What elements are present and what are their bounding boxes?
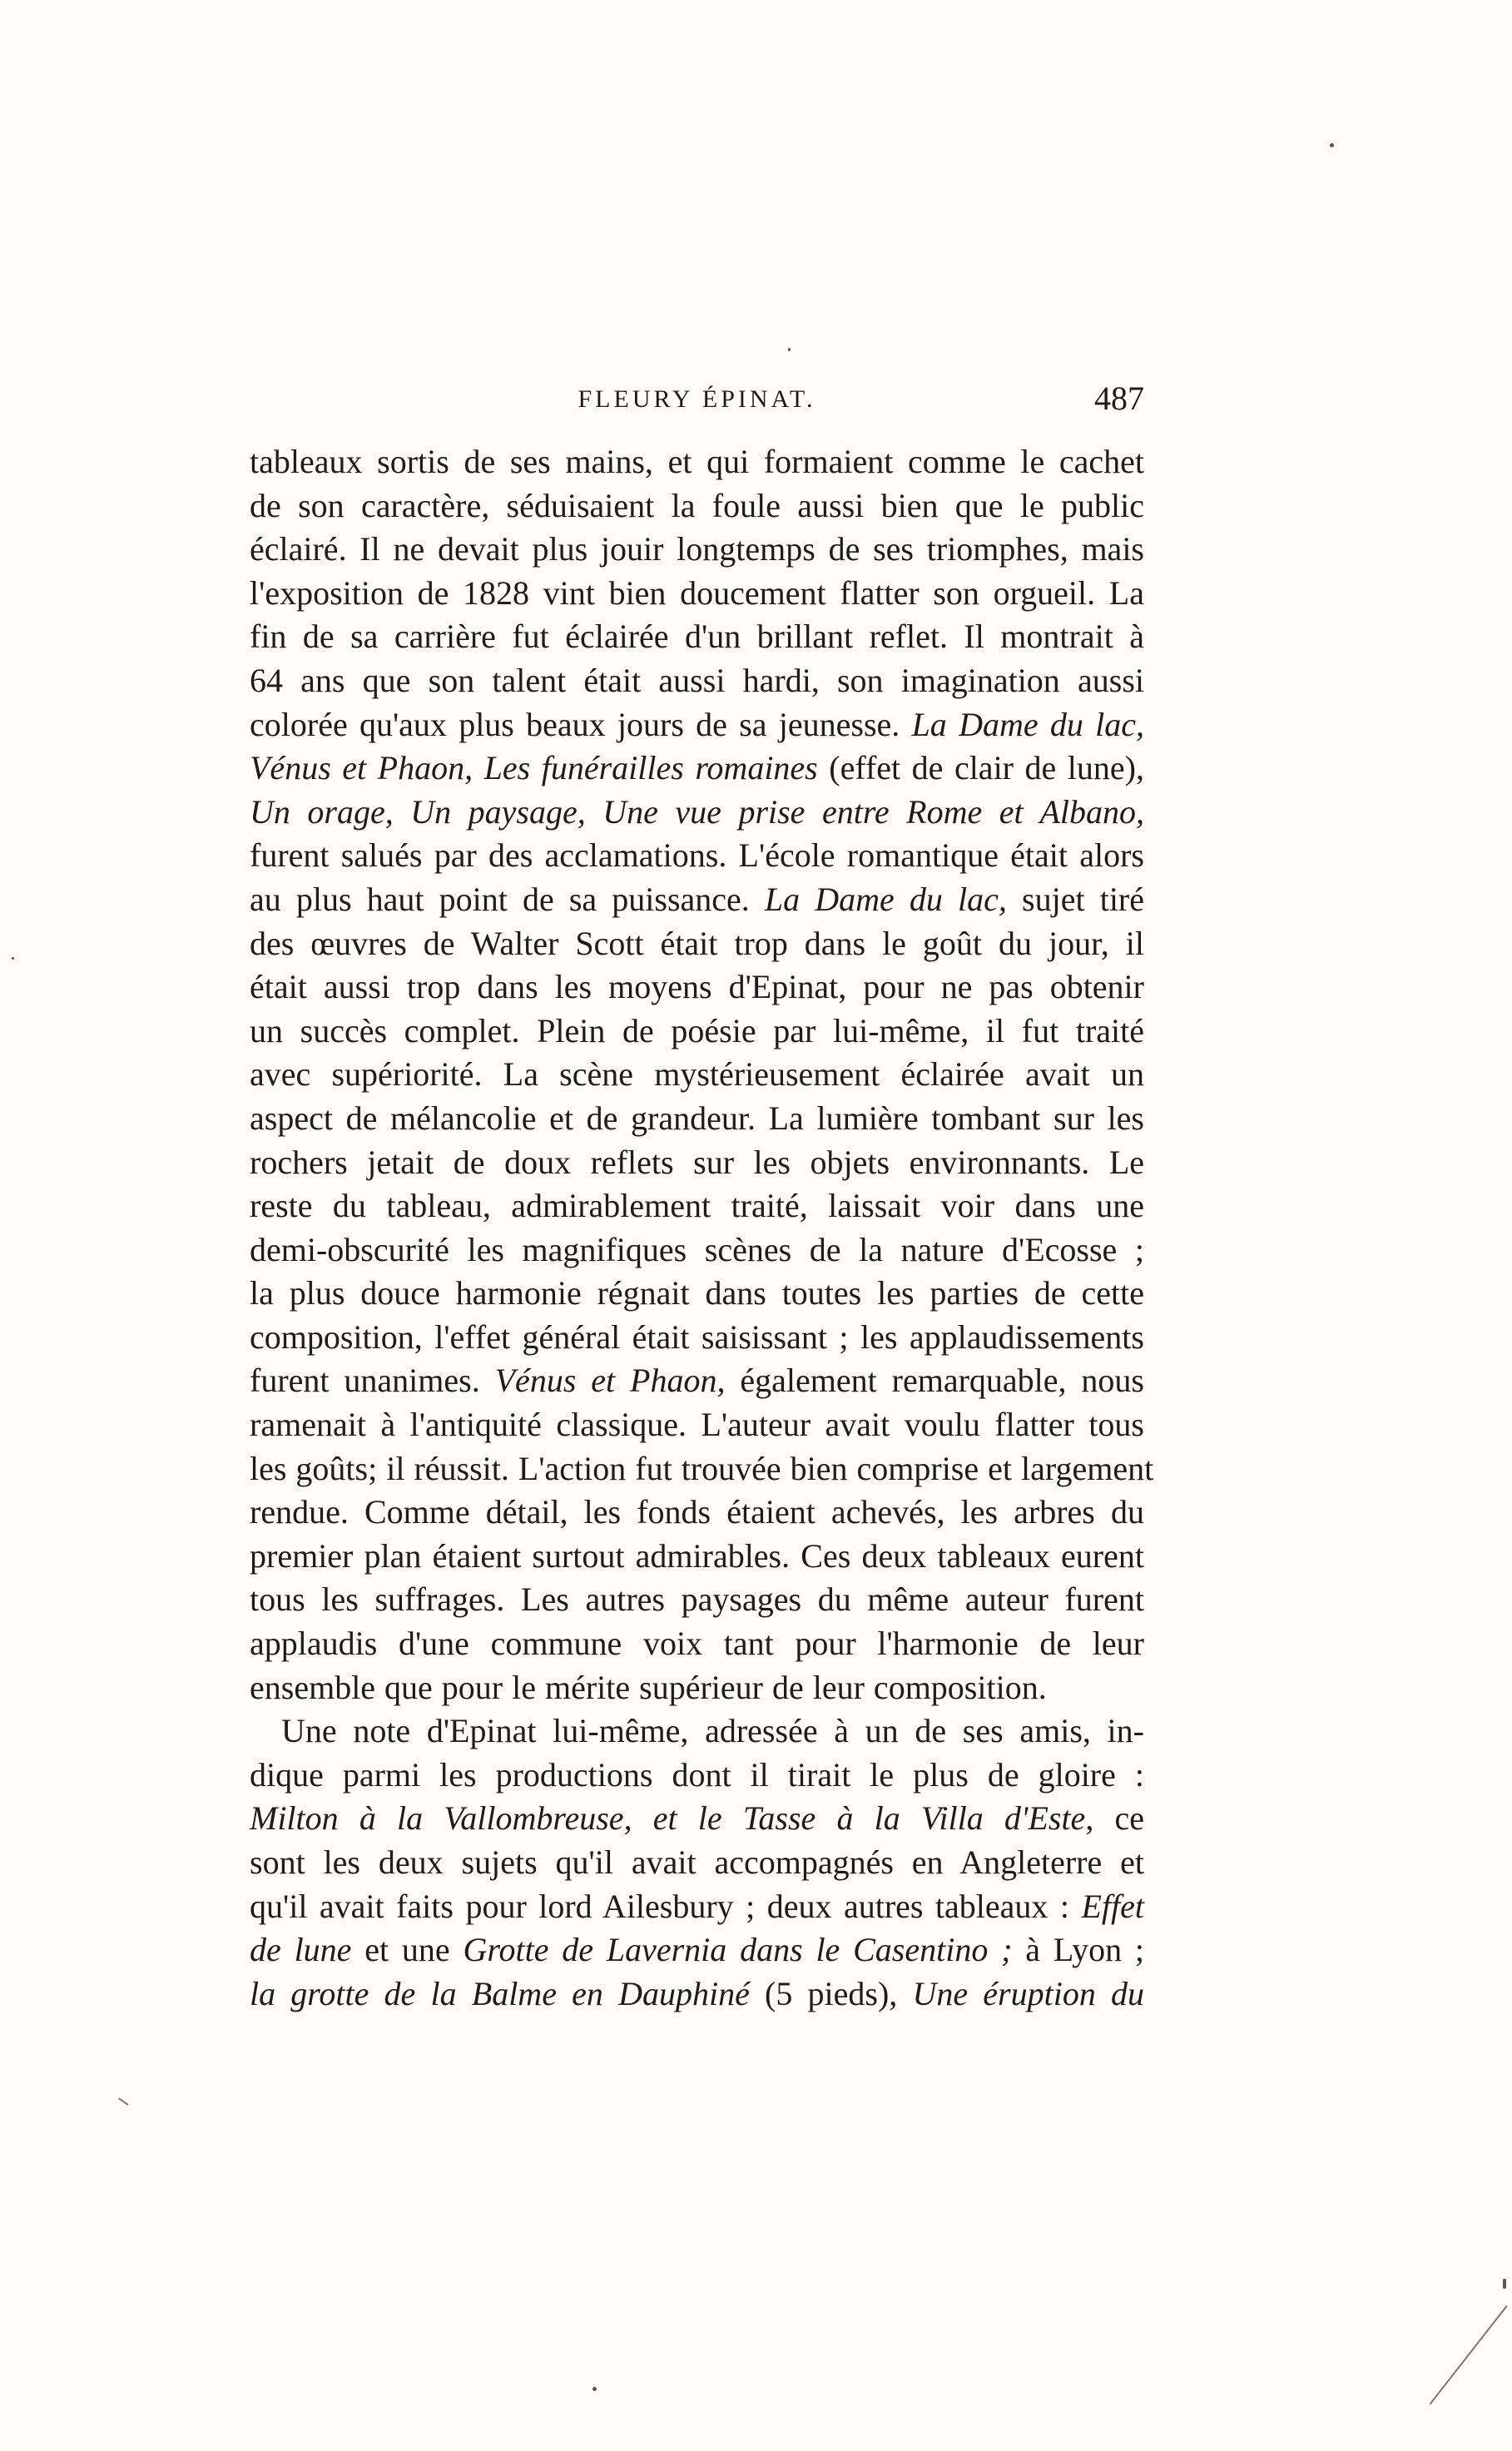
scan-scratch	[118, 2097, 129, 2106]
text-line: furent salués par des acclamations. L'école romantique était alors	[250, 836, 1144, 875]
text-line: fin de sa carrière fut éclairée d'un brillant reflet. Il montrait à	[250, 618, 1144, 656]
text-line: rendue. Comme détail, les fonds étaient achevés, les arbres du	[250, 1493, 1144, 1531]
scan-speck	[592, 2387, 597, 2391]
text-line: tous les suffrages. Les autres paysages du même auteur furent	[250, 1580, 1144, 1619]
page-number: 487	[1094, 380, 1144, 417]
scan-speck	[788, 348, 791, 351]
text-line: la plus douce harmonie régnait dans toutes les parties de cette	[250, 1274, 1144, 1312]
text-line: tableaux sortis de ses mains, et qui formaient comme le cachet	[250, 443, 1144, 480]
text-line: était aussi trop dans les moyens d'Epinat, pour ne pas obtenir	[250, 968, 1144, 1006]
text-line: Vénus et Phaon, Les funérailles romaines (effet de clair de lune),	[250, 749, 1144, 787]
text-line: Un orage, Un paysage, Une vue prise entre Rome et Albano,	[250, 792, 1144, 831]
text-line: applaudis d'une commune voix tant pour l'harmonie de leur	[250, 1625, 1144, 1663]
text-line: Milton à la Vallombreuse, et le Tasse à la Villa d'Este, ce	[250, 1799, 1144, 1838]
paragraph-1	[250, 440, 1154, 1709]
text-line: furent unanimes. Vénus et Phaon, également remarquable, nous	[250, 1362, 1144, 1400]
text-line: premier plan étaient surtout admirables. Ces deux tableaux eurent	[250, 1536, 1144, 1575]
text-line: les goûts; il réussit. L'action fut trouvée bien comprise et largement	[250, 1449, 1154, 1487]
text-line: éclairé. Il ne devait plus jouir longtemps de ses triomphes, mais	[250, 530, 1144, 568]
text-line: rochers jetait de doux reflets sur les objets environnants. Le	[250, 1143, 1144, 1181]
text-line: qu'il avait faits pour lord Ailesbury ; deux autres tableaux : Effet	[250, 1887, 1144, 1925]
book-page	[250, 379, 1154, 2016]
text-line: composition, l'effet général était saisissant ; les applaudissements	[250, 1317, 1144, 1356]
scan-speck	[12, 957, 14, 960]
text-line: dique parmi les productions dont il tirait le plus de gloire :	[250, 1755, 1144, 1794]
text-line: aspect de mélancolie et de grandeur. La lumière tombant sur les	[250, 1099, 1144, 1137]
text-line: colorée qu'aux plus beaux jours de sa jeunesse. La Dame du lac,	[250, 705, 1144, 743]
text-line: Une note d'Epinat lui-même, adressée à un de ses amis, in-	[281, 1712, 1144, 1750]
text-line: de son caractère, séduisaient la foule aussi bien que le public	[250, 486, 1144, 524]
running-title: FLEURY ÉPINAT.	[578, 385, 816, 413]
paragraph-2	[250, 1709, 1144, 2016]
text-line: avec supériorité. La scène mystérieusement éclairée avait un	[250, 1055, 1144, 1094]
scan-speck	[1503, 2279, 1506, 2289]
text-line: ensemble que pour le mérite supérieur de leur composition.	[250, 1668, 1047, 1706]
text-line: la grotte de la Balme en Dauphiné (5 pieds), Une éruption du	[250, 1974, 1145, 2012]
text-line: demi-obscurité les magnifiques scènes de la nature d'Ecosse ;	[250, 1230, 1144, 1268]
text-line: l'exposition de 1828 vint bien doucement flatter son orgueil. La	[250, 573, 1144, 612]
text-line: reste du tableau, admirablement traité, laissait voir dans une	[250, 1187, 1144, 1225]
running-head	[250, 379, 1144, 429]
text-line: de lune et une Grotte de Lavernia dans le Casentino ; à Lyon ;	[250, 1931, 1145, 1969]
scan-scratch	[1430, 2305, 1508, 2404]
text-line: au plus haut point de sa puissance. La Dame du lac, sujet tiré	[250, 880, 1145, 918]
text-line: 64 ans que son talent était aussi hardi, son imagination aussi	[250, 661, 1144, 699]
text-line: sont les deux sujets qu'il avait accompagnés en Angleterre et	[250, 1843, 1144, 1881]
text-line: des œuvres de Walter Scott était trop dans le goût du jour, il	[250, 924, 1144, 962]
scan-speck	[1330, 143, 1334, 147]
text-line: un succès complet. Plein de poésie par lui-même, il fut traité	[250, 1011, 1144, 1049]
text-line: ramenait à l'antiquité classique. L'auteur avait voulu flatter tous	[250, 1406, 1144, 1444]
